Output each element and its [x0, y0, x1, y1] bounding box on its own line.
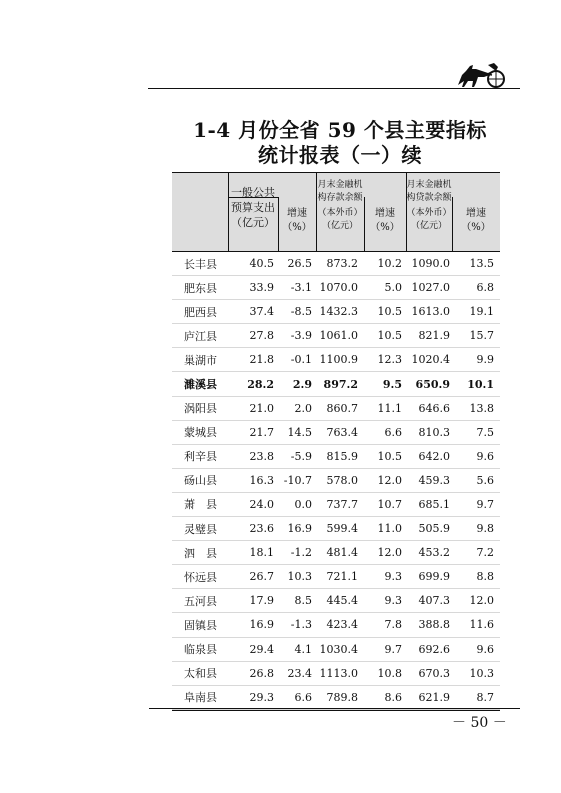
loan-value: 388.8	[418, 618, 450, 632]
county-name: 巢湖市	[184, 353, 217, 367]
budget-growth: 4.1	[294, 642, 312, 656]
budget-growth: 2.0	[294, 401, 312, 415]
budget-growth: -10.7	[283, 473, 312, 487]
table-row	[172, 372, 500, 396]
budget-value: 33.9	[249, 281, 274, 295]
table-row	[172, 613, 500, 637]
county-name: 太和县	[184, 667, 217, 681]
county-name: 萧 县	[184, 498, 217, 512]
table-row	[172, 252, 500, 276]
loan-growth: 9.6	[476, 449, 494, 463]
deposit-growth: 8.6	[384, 690, 402, 704]
header-budget-growth: 增速 （%）	[282, 208, 312, 233]
loan-growth: 10.3	[469, 666, 494, 680]
budget-growth: 0.0	[294, 497, 312, 511]
loan-value: 646.6	[418, 401, 450, 415]
loan-growth: 9.7	[476, 497, 494, 511]
deposit-value: 1030.4	[319, 642, 358, 656]
table-row	[172, 397, 500, 421]
county-name: 肥西县	[184, 305, 217, 319]
deposit-value: 763.4	[326, 425, 358, 439]
county-name: 五河县	[184, 594, 217, 608]
county-name: 固镇县	[184, 618, 217, 632]
loan-value: 1090.0	[411, 257, 450, 271]
page-number: － 50 －	[452, 715, 507, 731]
deposit-value: 1113.0	[319, 666, 358, 680]
horse-chariot-icon	[452, 57, 512, 89]
page-title-line1: 1-4 月份全省 59 个县主要指标	[193, 118, 487, 142]
loan-growth: 9.8	[476, 522, 494, 536]
loan-growth: 19.1	[469, 305, 494, 319]
deposit-value: 1100.9	[319, 353, 358, 367]
budget-value: 23.6	[249, 522, 274, 536]
budget-value: 21.0	[249, 401, 274, 415]
header-deposit-unit: （本外币） （亿元）	[317, 208, 363, 231]
budget-value: 28.2	[247, 377, 274, 391]
deposit-value: 897.2	[323, 377, 358, 391]
header-deposit-growth: 增速 （%）	[370, 208, 400, 233]
budget-growth: -0.1	[290, 353, 312, 367]
loan-value: 692.6	[418, 642, 450, 656]
county-name: 临泉县	[184, 643, 217, 657]
budget-value: 24.0	[249, 497, 274, 511]
deposit-growth: 12.3	[377, 353, 402, 367]
budget-growth: 2.9	[292, 377, 312, 391]
deposit-value: 599.4	[326, 522, 358, 536]
budget-growth: 14.5	[287, 425, 312, 439]
county-name: 庐江县	[184, 329, 217, 343]
table-row	[172, 300, 500, 324]
deposit-growth: 9.5	[382, 377, 402, 391]
deposit-growth: 9.3	[384, 570, 402, 584]
deposit-value: 721.1	[326, 570, 358, 584]
header-rule	[148, 88, 520, 89]
loan-value: 453.2	[418, 546, 450, 560]
county-name: 砀山县	[184, 474, 217, 488]
deposit-value: 1070.0	[319, 281, 358, 295]
deposit-value: 789.8	[326, 690, 358, 704]
page-title-line2: 统计报表（一）续	[258, 143, 422, 167]
budget-value: 17.9	[249, 594, 274, 608]
table-header	[172, 172, 500, 252]
budget-growth: 16.9	[287, 522, 312, 536]
deposit-growth: 5.0	[384, 281, 402, 295]
loan-value: 1027.0	[411, 281, 450, 295]
county-name: 濉溪县	[184, 378, 217, 392]
statistics-table	[172, 172, 500, 711]
deposit-growth: 6.6	[384, 425, 402, 439]
deposit-value: 815.9	[326, 449, 358, 463]
loan-growth: 8.8	[476, 570, 494, 584]
table-row	[172, 638, 500, 662]
deposit-growth: 7.8	[384, 618, 402, 632]
deposit-growth: 10.5	[377, 329, 402, 343]
loan-value: 1613.0	[411, 305, 450, 319]
budget-growth: 10.3	[287, 570, 312, 584]
county-name: 灵璧县	[184, 522, 217, 536]
loan-growth: 9.9	[476, 353, 494, 367]
county-name: 泗 县	[184, 546, 217, 560]
table-row	[172, 541, 500, 565]
budget-growth: -1.3	[290, 618, 312, 632]
loan-growth: 7.2	[476, 546, 494, 560]
loan-growth: 7.5	[476, 425, 494, 439]
loan-value: 810.3	[418, 425, 450, 439]
header-loan-unit: （本外币） （亿元）	[406, 208, 452, 231]
county-name: 长丰县	[184, 257, 217, 271]
loan-value: 699.9	[418, 570, 450, 584]
loan-value: 642.0	[418, 449, 450, 463]
budget-value: 29.3	[249, 690, 274, 704]
loan-value: 821.9	[418, 329, 450, 343]
deposit-value: 737.7	[326, 497, 358, 511]
header-loan: 月末金融机 构贷款余额	[406, 180, 452, 203]
deposit-value: 860.7	[326, 401, 358, 415]
deposit-growth: 12.0	[377, 546, 402, 560]
table-row	[172, 276, 500, 300]
deposit-value: 873.2	[326, 257, 358, 271]
budget-value: 18.1	[249, 546, 274, 560]
budget-value: 26.7	[249, 570, 274, 584]
deposit-value: 481.4	[326, 546, 358, 560]
table-row	[172, 662, 500, 686]
budget-value: 29.4	[249, 642, 274, 656]
deposit-growth: 9.7	[384, 642, 402, 656]
budget-growth: 6.6	[294, 690, 312, 704]
loan-growth: 10.1	[467, 377, 494, 391]
county-name: 利辛县	[184, 450, 217, 464]
county-name: 肥东县	[184, 281, 217, 295]
deposit-growth: 12.0	[377, 473, 402, 487]
budget-growth: 23.4	[287, 666, 312, 680]
loan-value: 685.1	[418, 497, 450, 511]
budget-growth: -5.9	[290, 449, 312, 463]
deposit-value: 445.4	[326, 594, 358, 608]
budget-growth: 8.5	[294, 594, 312, 608]
loan-growth: 9.6	[476, 642, 494, 656]
budget-growth: -1.2	[290, 546, 312, 560]
deposit-growth: 10.8	[377, 666, 402, 680]
header-deposit: 月末金融机 构存款余额	[317, 180, 363, 203]
table-row	[172, 686, 500, 710]
budget-growth: 26.5	[287, 257, 312, 271]
deposit-growth: 10.7	[377, 497, 402, 511]
table-row	[172, 565, 500, 589]
deposit-growth: 10.5	[377, 305, 402, 319]
county-name: 怀远县	[184, 570, 217, 584]
budget-value: 16.3	[249, 473, 274, 487]
loan-growth: 6.8	[476, 281, 494, 295]
deposit-growth: 10.5	[377, 449, 402, 463]
deposit-value: 423.4	[326, 618, 358, 632]
deposit-value: 578.0	[326, 473, 358, 487]
county-name: 阜南县	[184, 691, 217, 705]
loan-value: 621.9	[418, 690, 450, 704]
table-bottom-rule	[172, 710, 500, 711]
budget-value: 21.7	[249, 425, 274, 439]
table-row	[172, 517, 500, 541]
loan-value: 505.9	[418, 522, 450, 536]
budget-value: 23.8	[249, 449, 274, 463]
footer-rule	[149, 708, 520, 709]
deposit-value: 1432.3	[319, 305, 358, 319]
budget-value: 21.8	[249, 353, 274, 367]
county-name: 涡阳县	[184, 402, 217, 416]
table-row	[172, 421, 500, 445]
loan-growth: 12.0	[469, 594, 494, 608]
loan-value: 407.3	[418, 594, 450, 608]
table-row	[172, 348, 500, 372]
loan-value: 459.3	[418, 473, 450, 487]
loan-growth: 5.6	[476, 473, 494, 487]
table-row	[172, 469, 500, 493]
budget-growth: -8.5	[290, 305, 312, 319]
loan-value: 1020.4	[411, 353, 450, 367]
loan-growth: 11.6	[469, 618, 494, 632]
table-body	[172, 252, 500, 710]
budget-value: 40.5	[249, 257, 274, 271]
loan-growth: 13.5	[469, 257, 494, 271]
deposit-value: 1061.0	[319, 329, 358, 343]
budget-growth: -3.9	[290, 329, 312, 343]
loan-value: 670.3	[418, 666, 450, 680]
deposit-growth: 10.2	[377, 257, 402, 271]
loan-growth: 13.8	[469, 401, 494, 415]
header-loan-growth: 增速 （%）	[461, 208, 491, 233]
deposit-growth: 9.3	[384, 594, 402, 608]
table-row	[172, 589, 500, 613]
loan-growth: 8.7	[476, 690, 494, 704]
county-name: 蒙城县	[184, 426, 217, 440]
budget-growth: -3.1	[290, 281, 312, 295]
table-row	[172, 493, 500, 517]
loan-value: 650.9	[415, 377, 450, 391]
budget-value: 27.8	[249, 329, 274, 343]
table-row	[172, 324, 500, 348]
deposit-growth: 11.1	[377, 401, 402, 415]
deposit-growth: 11.0	[377, 522, 402, 536]
header-budget: 一般公共 预算支出 （亿元）	[231, 186, 275, 229]
loan-growth: 15.7	[469, 329, 494, 343]
table-row	[172, 445, 500, 469]
budget-value: 37.4	[249, 305, 274, 319]
budget-value: 26.8	[249, 666, 274, 680]
budget-value: 16.9	[249, 618, 274, 632]
